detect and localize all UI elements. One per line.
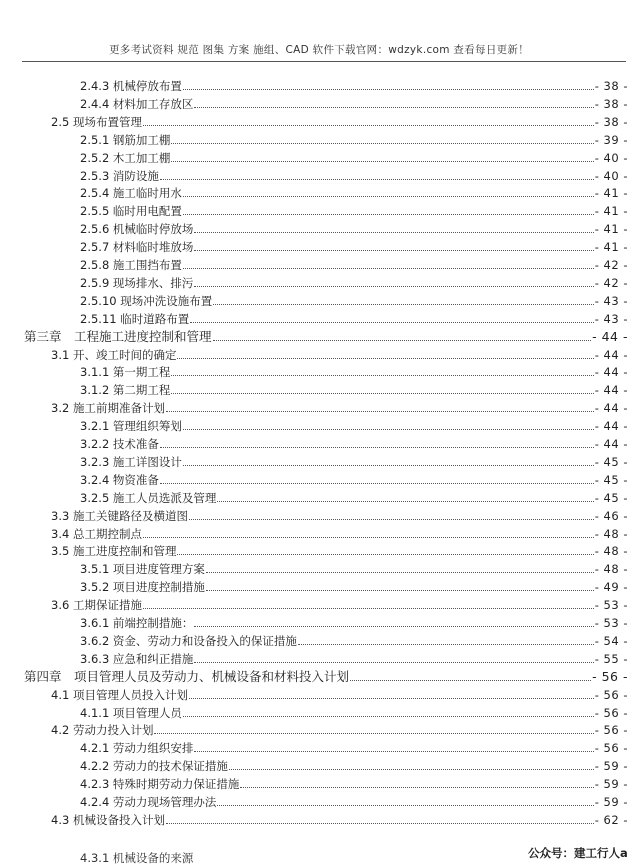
- dot-leader: [171, 392, 593, 394]
- toc-entry[interactable]: [0, 379, 638, 397]
- header-rule: [22, 61, 626, 62]
- toc-entry[interactable]: [0, 451, 638, 469]
- dot-leader: [160, 482, 594, 484]
- dot-leader: [213, 303, 594, 305]
- toc-entry-title: 4.1.1 项目管理人员: [80, 705, 182, 720]
- toc-entry-page-number: - 44 -: [594, 401, 628, 416]
- toc-entry-title: 2.5.5 临时用电配置: [80, 204, 182, 219]
- toc-entry[interactable]: [0, 182, 638, 200]
- toc-entry[interactable]: [0, 361, 638, 379]
- dot-leader: [240, 786, 593, 788]
- toc-entry[interactable]: [0, 791, 638, 809]
- dot-leader: [160, 178, 594, 180]
- toc-entry-page-number: - 38 -: [594, 96, 628, 111]
- toc-entry-page-number: - 56 -: [594, 705, 628, 720]
- dot-leader: [229, 768, 594, 770]
- toc-entry[interactable]: [0, 200, 638, 218]
- toc-entry[interactable]: [0, 75, 638, 93]
- dot-leader: [194, 625, 593, 627]
- dot-leader: [154, 732, 593, 734]
- toc-entry[interactable]: [0, 469, 638, 487]
- dot-leader: [183, 267, 594, 269]
- toc-entry-page-number: - 44 -: [594, 419, 628, 434]
- toc-entry-title: 3.2.4 物资准备: [80, 472, 159, 487]
- dot-leader: [189, 697, 594, 699]
- toc-entry-title: 2.5 现场布置管理: [51, 114, 142, 129]
- toc-entry-page-number: - 48 -: [594, 562, 628, 577]
- toc-entry-title: 4.1 项目管理人员投入计划: [51, 687, 188, 702]
- toc-entry[interactable]: [0, 576, 638, 594]
- dot-leader: [213, 339, 592, 341]
- toc-entry-title: 3.4 总工期控制点: [51, 526, 142, 541]
- toc-entry-page-number: - 59 -: [594, 795, 628, 809]
- dot-leader: [298, 643, 594, 645]
- toc-entry[interactable]: [0, 93, 638, 111]
- toc-entry-page-number: - 56 -: [592, 668, 628, 684]
- toc-entry-page-number: - 46 -: [594, 508, 628, 523]
- toc-entry[interactable]: [0, 648, 638, 666]
- toc-entry-page-number: - 56 -: [594, 723, 628, 738]
- toc-entry[interactable]: [0, 666, 638, 684]
- toc-entry-title: 3.3 施工关键路径及横道图: [51, 508, 188, 523]
- toc-entry[interactable]: [0, 290, 638, 308]
- toc-entry-title: 第三章 工程施工进度控制和管理: [24, 328, 212, 344]
- toc-entry[interactable]: [0, 415, 638, 433]
- toc-entry-page-number: - 48 -: [594, 544, 628, 559]
- dot-leader: [143, 607, 594, 609]
- toc-entry-title: 3.2 施工前期准备计划: [51, 401, 165, 416]
- toc-entry-title: 4.2.3 特殊时期劳动力保证措施: [80, 777, 240, 792]
- dot-leader: [171, 374, 593, 376]
- dot-leader: [194, 231, 593, 233]
- toc-entry[interactable]: [0, 344, 638, 362]
- toc-entry-title: 2.5.3 消防设施: [80, 168, 159, 183]
- toc-entry-page-number: - 41 -: [594, 222, 628, 237]
- toc-entry-title: 3.1.1 第一期工程: [80, 365, 171, 380]
- toc-entry-title: 3.2.2 技术准备: [80, 437, 159, 451]
- toc-entry[interactable]: [0, 433, 638, 451]
- toc-entry-title: 2.5.4 施工临时用水: [80, 186, 182, 201]
- toc-entry-title: 3.5 施工进度控制和管理: [51, 544, 177, 559]
- dot-leader: [183, 428, 594, 430]
- toc-entry[interactable]: [0, 165, 638, 183]
- toc-entry[interactable]: [0, 612, 638, 630]
- toc-entry-page-number: - 43 -: [594, 311, 628, 326]
- dot-leader: [350, 679, 591, 681]
- toc-entry[interactable]: [0, 719, 638, 737]
- toc-entry[interactable]: [0, 630, 638, 648]
- toc-entry-page-number: - 45 -: [594, 472, 628, 487]
- toc-entry[interactable]: [0, 308, 638, 326]
- toc-entry-title: 2.5.1 钢筋加工棚: [80, 132, 171, 147]
- dot-leader: [183, 88, 594, 90]
- toc-entry-title: 2.4.3 机械停放布置: [80, 79, 182, 93]
- toc-entry-page-number: - 59 -: [594, 777, 628, 792]
- toc-entry-title: 3.6.2 资金、劳动力和设备投入的保证措施: [80, 633, 297, 648]
- toc-entry-page-number: - 44 -: [594, 437, 628, 451]
- dot-leader: [206, 571, 594, 573]
- toc-entry-title: 2.5.6 机械临时停放场: [80, 222, 194, 237]
- toc-entry-page-number: - 42 -: [594, 258, 628, 272]
- toc-entry-title: 3.2.5 施工人员选派及管理: [80, 490, 217, 505]
- toc-entry[interactable]: [0, 236, 638, 254]
- toc-entry[interactable]: [0, 129, 638, 147]
- toc-entry[interactable]: [0, 397, 638, 415]
- dot-leader: [171, 142, 593, 144]
- dot-leader: [166, 822, 594, 824]
- toc-entry-page-number: - 56 -: [594, 687, 628, 702]
- toc-entry-page-number: - 62 -: [594, 812, 628, 827]
- dot-leader: [217, 804, 593, 806]
- toc-entry[interactable]: [0, 684, 638, 702]
- toc-entry-title: 4.2.1 劳动力组织安排: [80, 741, 194, 756]
- toc-entry-page-number: - 43 -: [594, 293, 628, 308]
- toc-entry[interactable]: [0, 523, 638, 541]
- toc-entry-title: 3.1.2 第二期工程: [80, 383, 171, 398]
- toc-entry-page-number: - 44 -: [594, 347, 628, 362]
- toc-entry[interactable]: [0, 147, 638, 165]
- toc-entry[interactable]: [0, 558, 638, 576]
- dot-leader: [177, 553, 593, 555]
- toc-entry-page-number: - 41 -: [594, 186, 628, 201]
- dot-leader: [160, 446, 594, 448]
- toc-entry-title: 2.4.4 材料加工存放区: [80, 96, 194, 111]
- toc-entry-title: 2.5.8 施工围挡布置: [80, 258, 182, 272]
- toc-entry-title: 2.5.7 材料临时堆放场: [80, 240, 194, 255]
- toc-entry-title: 4.2 劳动力投入计划: [51, 723, 154, 738]
- toc-entry[interactable]: [0, 218, 638, 236]
- toc-entry[interactable]: [0, 254, 638, 272]
- toc-entry-title: 2.5.2 木工加工棚: [80, 150, 171, 165]
- toc-entry-page-number: - 41 -: [594, 240, 628, 255]
- toc-entry-page-number: - 40 -: [594, 150, 628, 165]
- toc-entry-title: 3.5.2 项目进度控制措施: [80, 580, 205, 595]
- toc-entry-page-number: - 54 -: [594, 633, 628, 648]
- toc-entry-page-number: - 40 -: [594, 168, 628, 183]
- toc-entry[interactable]: [0, 111, 638, 129]
- dot-leader: [183, 715, 594, 717]
- toc-entry-title: 4.3 机械设备投入计划: [51, 812, 165, 827]
- toc-entry-title: 第四章 项目管理人员及劳动力、机械设备和材料投入计划: [24, 668, 350, 684]
- dot-leader: [194, 106, 593, 108]
- toc-entry-page-number: - 39 -: [594, 132, 628, 147]
- toc-entry-title: 3.1 开、竣工时间的确定: [51, 347, 177, 362]
- toc-entry-title: 4.2.4 劳动力现场管理办法: [80, 795, 217, 809]
- toc-entry-title: 3.5.1 项目进度管理方案: [80, 562, 205, 577]
- watermark: 公众号：建工行人a: [528, 846, 628, 860]
- toc-entry[interactable]: [0, 540, 638, 558]
- toc-entry[interactable]: [0, 809, 638, 827]
- dot-leader: [217, 500, 593, 502]
- dot-leader: [143, 124, 594, 126]
- dot-leader: [171, 160, 593, 162]
- toc-entry-title: 3.2.1 管理组织筹划: [80, 419, 182, 434]
- dot-leader: [194, 249, 593, 251]
- dot-leader: [194, 285, 593, 287]
- dot-leader: [166, 410, 594, 412]
- toc-entry-page-number: - 41 -: [594, 204, 628, 219]
- toc-entry[interactable]: [0, 737, 638, 755]
- toc-entry-page-number: - 44 -: [594, 383, 628, 398]
- toc-entry[interactable]: [0, 272, 638, 290]
- toc-entry-page-number: - 45 -: [594, 490, 628, 505]
- toc-entry-title: 3.6.1 前端控制措施：: [80, 616, 194, 630]
- dot-leader: [183, 464, 594, 466]
- dot-leader: [183, 195, 594, 197]
- dot-leader: [183, 213, 594, 215]
- toc-entry-page-number: - 53 -: [594, 598, 628, 613]
- toc-entry-title: 3.6.3 应急和纠正措施: [80, 651, 194, 666]
- toc-entry[interactable]: [0, 702, 638, 720]
- toc-entry-page-number: - 56 -: [594, 741, 628, 756]
- toc-entry-page-number: - 44 -: [592, 328, 628, 344]
- toc-entry-page-number: - 49 -: [594, 580, 628, 595]
- toc-entry[interactable]: [0, 755, 638, 773]
- toc-entry[interactable]: [0, 326, 638, 344]
- toc-entry[interactable]: [0, 505, 638, 523]
- toc-entry-page-number: - 53 -: [594, 616, 628, 630]
- toc-entry-cut-off: 4.3.1 机械设备的来源: [80, 851, 194, 865]
- dot-leader: [143, 536, 594, 538]
- toc-entry-page-number: - 48 -: [594, 526, 628, 541]
- dot-leader: [189, 518, 594, 520]
- toc-entry-page-number: - 42 -: [594, 275, 628, 290]
- toc-entry-page-number: - 38 -: [594, 79, 628, 93]
- toc-entry-page-number: - 55 -: [594, 651, 628, 666]
- toc-entry-title: 2.5.11 临时道路布置: [80, 311, 190, 326]
- toc-entry-title: 4.2.2 劳动力的技术保证措施: [80, 759, 228, 774]
- dot-leader: [190, 321, 594, 323]
- toc-entry-title: 3.2.3 施工详图设计: [80, 454, 182, 469]
- toc-entry-title: 2.5.9 现场排水、排污: [80, 275, 194, 290]
- toc-entry-title: 3.6 工期保证措施: [51, 598, 142, 613]
- toc-entry[interactable]: [0, 773, 638, 791]
- toc-entry-page-number: - 44 -: [594, 365, 628, 380]
- page-header: 更多考试资料 规范 图集 方案 施组、CAD 软件下载官网：wdzyk.com 查看每日更新！: [108, 44, 530, 56]
- dot-leader: [206, 589, 594, 591]
- dot-leader: [194, 661, 593, 663]
- toc-entry-page-number: - 38 -: [594, 114, 628, 129]
- toc-entry-title: 2.5.10 现场冲洗设施布置: [80, 293, 213, 308]
- dot-leader: [177, 357, 593, 359]
- dot-leader: [194, 750, 593, 752]
- toc-entry[interactable]: [0, 594, 638, 612]
- toc-entry-page-number: - 45 -: [594, 454, 628, 469]
- toc-entry-page-number: - 59 -: [594, 759, 628, 774]
- toc-entry[interactable]: [0, 487, 638, 505]
